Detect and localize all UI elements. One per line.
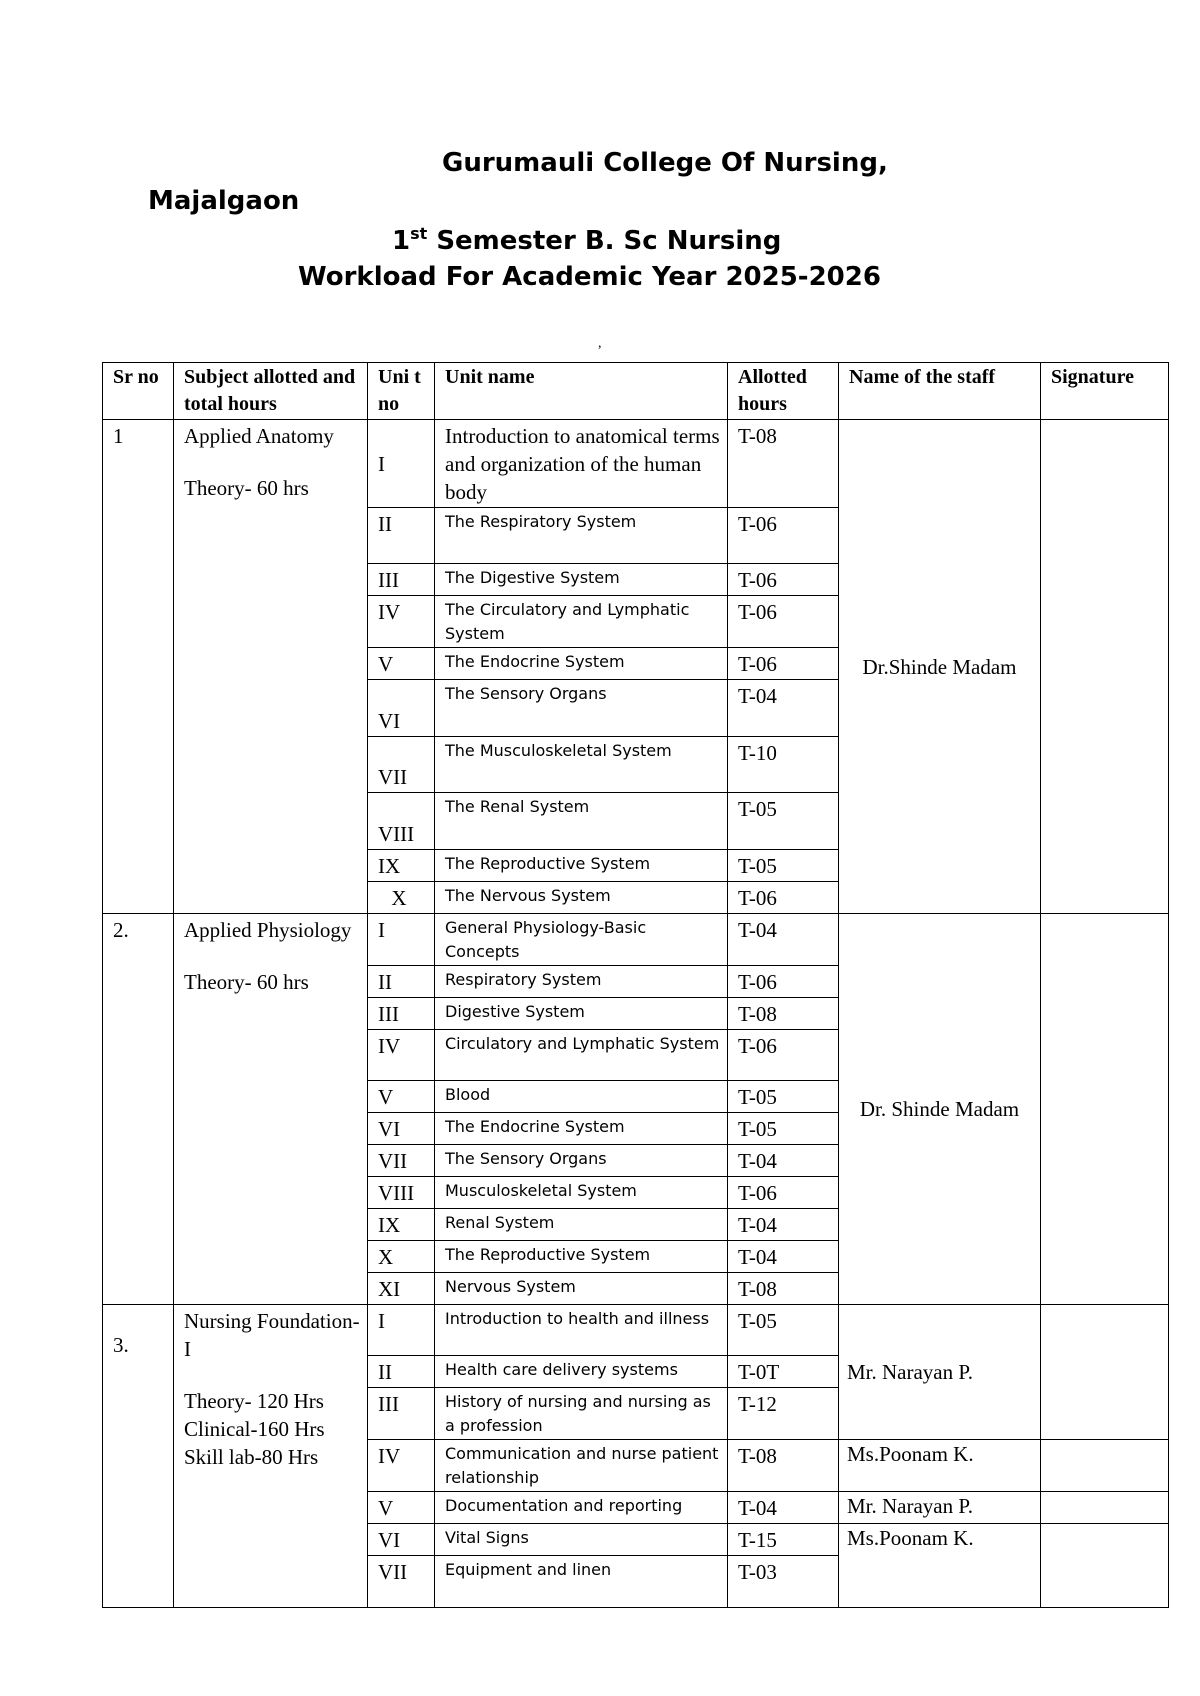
subject-cell (174, 420, 368, 914)
allotted-hours: T-06 (728, 966, 839, 998)
unit-name: The Digestive System (435, 564, 728, 596)
header-subject: Subject allotted and total hours (174, 363, 368, 420)
signature-cell (1041, 1492, 1169, 1524)
allotted-hours: T-06 (728, 1030, 839, 1081)
allotted-hours: T-06 (728, 564, 839, 596)
allotted-hours: T-08 (728, 1440, 839, 1492)
header-staff: Name of the staff (839, 363, 1041, 420)
unit-name: Circulatory and Lymphatic System (435, 1030, 728, 1081)
staff-name: Mr. Narayan P. (839, 1305, 1041, 1440)
unit-no: I (368, 1305, 435, 1356)
unit-no: IX (368, 850, 435, 882)
allotted-hours: T-04 (728, 1209, 839, 1241)
subject-hours-skill-lab: Skill lab-80 Hrs (184, 1445, 319, 1469)
subject-name: Nursing Foundation-I (184, 1309, 360, 1361)
unit-no: V (368, 1081, 435, 1113)
unit-no: III (368, 564, 435, 596)
allotted-hours: T-08 (728, 1273, 839, 1305)
unit-name: The Respiratory System (435, 508, 728, 564)
unit-name: The Endocrine System (435, 1113, 728, 1145)
table-row (103, 914, 1169, 966)
unit-name: General Physiology-Basic Concepts (435, 914, 728, 966)
sr-no: 3. (103, 1305, 174, 1608)
allotted-hours: T-10 (728, 737, 839, 793)
unit-name: The Circulatory and Lymphatic System (435, 596, 728, 648)
unit-name: Health care delivery systems (435, 1356, 728, 1388)
semester-number: 1 (392, 226, 411, 256)
table-row (103, 1305, 1169, 1356)
workload-table (102, 362, 1169, 1608)
unit-no: V (368, 648, 435, 680)
unit-name: Digestive System (435, 998, 728, 1030)
allotted-hours: T-05 (728, 1305, 839, 1356)
unit-name: Blood (435, 1081, 728, 1113)
stray-comma: , (598, 336, 602, 351)
unit-name: Introduction to health and illness (435, 1305, 728, 1356)
allotted-hours: T-08 (728, 420, 839, 508)
subject-hours: Theory- 60 hrs (184, 476, 309, 500)
allotted-hours: T-04 (728, 680, 839, 737)
allotted-hours: T-06 (728, 596, 839, 648)
unit-name: History of nursing and nursing as a profession (435, 1388, 728, 1440)
sr-no: 2. (103, 914, 174, 1305)
semester-text: Semester B. Sc Nursing (427, 226, 782, 256)
unit-name: Vital Signs (435, 1524, 728, 1556)
unit-no: XI (368, 1273, 435, 1305)
allotted-hours: T-04 (728, 1492, 839, 1524)
header-signature: Signature (1041, 363, 1169, 420)
unit-no: II (368, 966, 435, 998)
unit-name: Equipment and linen (435, 1556, 728, 1608)
staff-name: Mr. Narayan P. (839, 1492, 1041, 1524)
unit-no: I (368, 420, 435, 508)
signature-cell (1041, 1305, 1169, 1440)
header-sr-no: Sr no (103, 363, 174, 420)
academic-year-title: Workload For Academic Year 2025-2026 (298, 262, 881, 292)
allotted-hours: T-12 (728, 1388, 839, 1440)
unit-name: The Reproductive System (435, 1241, 728, 1273)
allotted-hours: T-04 (728, 1145, 839, 1177)
staff-name: Ms.Poonam K. (839, 1524, 1041, 1608)
allotted-hours: T-06 (728, 508, 839, 564)
unit-no: I (368, 914, 435, 966)
unit-no: VII (368, 737, 435, 793)
unit-name: The Endocrine System (435, 648, 728, 680)
unit-name: The Sensory Organs (435, 680, 728, 737)
allotted-hours: T-03 (728, 1556, 839, 1608)
unit-no: VIII (368, 793, 435, 850)
signature-cell (1041, 1524, 1169, 1608)
allotted-hours: T-05 (728, 793, 839, 850)
college-title: Gurumauli College Of Nursing, (442, 148, 888, 178)
unit-name: The Musculoskeletal System (435, 737, 728, 793)
unit-name: The Reproductive System (435, 850, 728, 882)
unit-name: Renal System (435, 1209, 728, 1241)
unit-no: IV (368, 596, 435, 648)
unit-name: Documentation and reporting (435, 1492, 728, 1524)
allotted-hours: T-05 (728, 1113, 839, 1145)
allotted-hours: T-05 (728, 1081, 839, 1113)
header-unit-no: Uni t no (368, 363, 435, 420)
unit-name: Musculoskeletal System (435, 1177, 728, 1209)
table-header-row (103, 363, 1169, 420)
subject-cell (174, 1305, 368, 1608)
subject-hours: Theory- 60 hrs (184, 970, 309, 994)
unit-no: VI (368, 680, 435, 737)
unit-no: II (368, 1356, 435, 1388)
subject-hours-clinical: Clinical-160 Hrs (184, 1417, 325, 1441)
unit-no: VIII (368, 1177, 435, 1209)
unit-name: Introduction to anatomical terms and organization of the human body (435, 420, 728, 508)
unit-no: III (368, 1388, 435, 1440)
unit-no: III (368, 998, 435, 1030)
unit-name: The Nervous System (435, 882, 728, 914)
semester-superscript: st (410, 224, 428, 243)
unit-no: VI (368, 1524, 435, 1556)
subject-cell (174, 914, 368, 1305)
unit-no: IX (368, 1209, 435, 1241)
unit-no: V (368, 1492, 435, 1524)
subject-hours-theory: Theory- 120 Hrs (184, 1389, 324, 1413)
header-allotted-hours: Allotted hours (728, 363, 839, 420)
unit-no: VII (368, 1145, 435, 1177)
college-place: Majalgaon (148, 186, 300, 216)
signature-cell (1041, 420, 1169, 914)
unit-name: Nervous System (435, 1273, 728, 1305)
unit-no: VII (368, 1556, 435, 1608)
unit-no: X (368, 882, 435, 914)
unit-no: II (368, 508, 435, 564)
allotted-hours: T-06 (728, 882, 839, 914)
signature-cell (1041, 1440, 1169, 1492)
unit-no: X (368, 1241, 435, 1273)
unit-name: The Sensory Organs (435, 1145, 728, 1177)
allotted-hours: T-0T (728, 1356, 839, 1388)
allotted-hours: T-06 (728, 1177, 839, 1209)
unit-name: Communication and nurse patient relationship (435, 1440, 728, 1492)
staff-name: Ms.Poonam K. (839, 1440, 1041, 1492)
subject-name: Applied Anatomy (184, 424, 334, 448)
semester-title (392, 226, 781, 254)
allotted-hours: T-06 (728, 648, 839, 680)
signature-cell (1041, 914, 1169, 1305)
allotted-hours: T-04 (728, 1241, 839, 1273)
unit-no: VI (368, 1113, 435, 1145)
allotted-hours: T-08 (728, 998, 839, 1030)
unit-no: IV (368, 1440, 435, 1492)
unit-no: IV (368, 1030, 435, 1081)
table-row (103, 420, 1169, 508)
allotted-hours: T-15 (728, 1524, 839, 1556)
unit-name: Respiratory System (435, 966, 728, 998)
unit-name: The Renal System (435, 793, 728, 850)
allotted-hours: T-04 (728, 914, 839, 966)
staff-name: Dr.Shinde Madam (839, 420, 1041, 914)
staff-name: Dr. Shinde Madam (839, 914, 1041, 1305)
subject-name: Applied Physiology (184, 918, 352, 942)
sr-no: 1 (103, 420, 174, 914)
header-unit-name: Unit name (435, 363, 728, 420)
allotted-hours: T-05 (728, 850, 839, 882)
